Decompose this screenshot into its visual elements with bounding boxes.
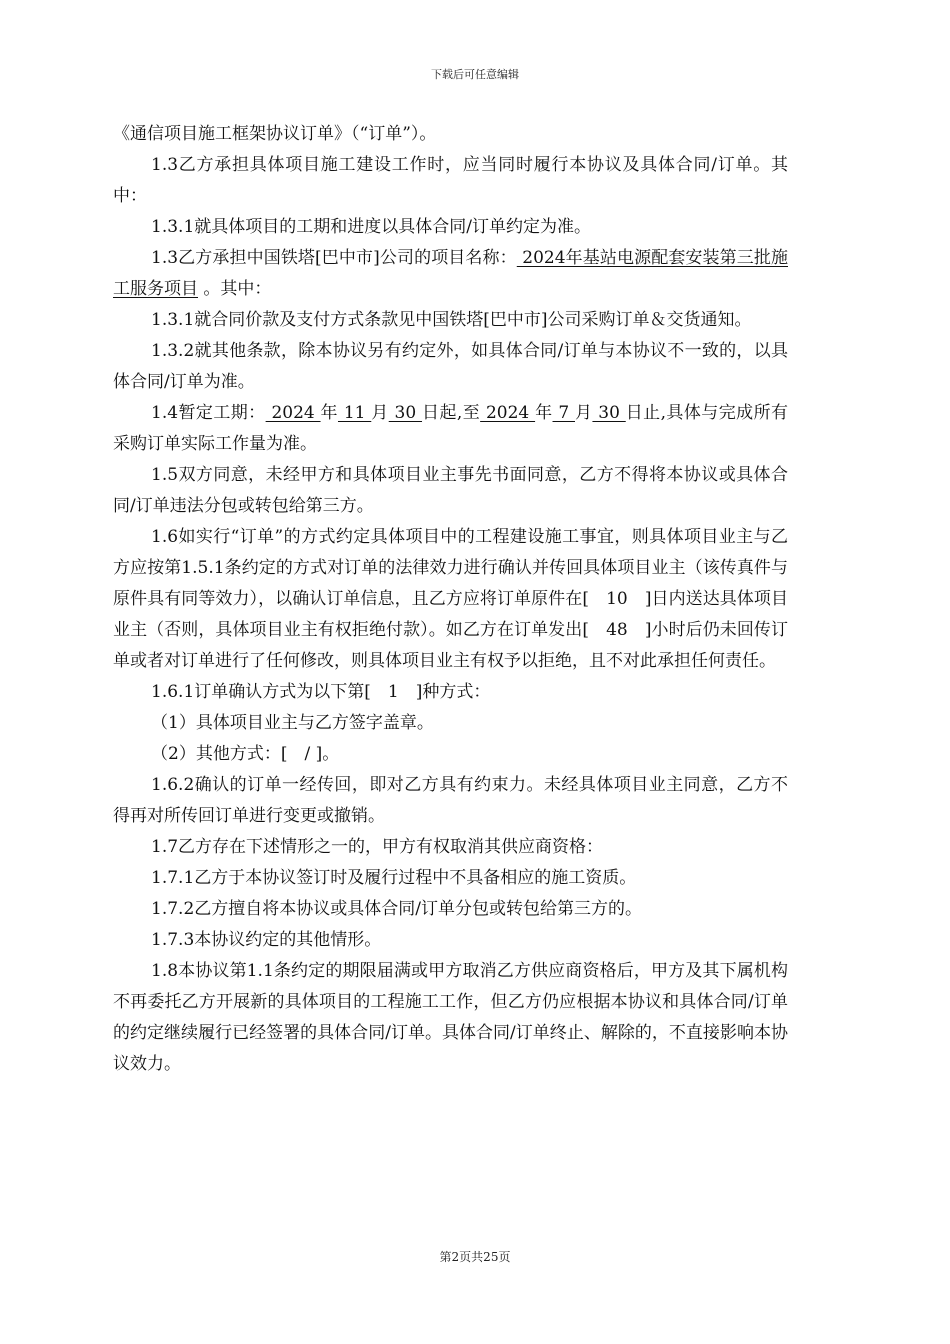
start-day: 30 (388, 403, 423, 423)
header-note: 下载后可任意编辑 (431, 68, 519, 81)
end-month: 7 (552, 403, 575, 423)
document-body (113, 119, 788, 1080)
project-name-suffix: 。其中： (198, 279, 272, 299)
paragraph-order-title: 《通信项目施工框架协议订单》（“订单”）。 (113, 124, 437, 144)
paragraph-method-2: （2）其他方式：[ / ]。 (151, 744, 340, 764)
month-text: 月 (371, 403, 389, 423)
paragraph-tentative-period (113, 398, 788, 460)
end-year: 2024 (480, 403, 536, 423)
paragraph-1-7: 1.7乙方存在下述情形之一的，甲方有权取消其供应商资格： (151, 837, 604, 857)
paragraph-1-5: 1.5双方同意，未经甲方和具体项目业主事先书面同意，乙方不得将本协议或具体合同/订单违法分包或转包给第三方。 (113, 465, 788, 516)
start-month: 11 (337, 403, 372, 423)
period-suffix: 日止,具体与完成所有采购订单实际工作量为准。 (113, 403, 788, 454)
page-number: 第2页共25页 (439, 1250, 511, 1264)
paragraph-other-terms: 1.3.2就其他条款，除本协议另有约定外，如具体合同/订单与本协议不一致的，以具体合同/订单为准。 (113, 341, 788, 392)
project-name-value: 2024年基站电源配套安装第三批施工服务项目 (113, 248, 788, 299)
paragraph-1-7-3: 1.7.3本协议约定的其他情形。 (151, 930, 382, 950)
paragraph-1-6: 1.6如实行“订单”的方式约定具体项目中的工程建设施工事宜，则具体项目业主与乙方应按第1.5.1条约定的方式对订单的法律效力进行确认并传回具体项目业主（该传真件与原件具有同等效力），以确认订单信息，且乙方应将订单原件在[ 10 ]日内送达具体项目业主（否则，具体项目业主有权拒绝付款）。如乙方在订单发出[ 48 ]小时后仍未回传订单或者对订单进行了任何修改，则具体项目业主有权予以拒绝，且不对此承担任何责任。 (113, 527, 788, 671)
month-text-2: 月 (575, 403, 593, 423)
paragraph-method-1: （1）具体项目业主与乙方签字盖章。 (151, 713, 434, 733)
paragraph-1-8: 1.8本协议第1.1条约定的期限届满或甲方取消乙方供应商资格后，甲方及其下属机构不再委托乙方开展新的具体项目的工程施工工作，但乙方仍应根据本协议和具体合同/订单的约定继续履行已经签署的具体合同/订单。具体合同/订单终止、解除的，不直接影响本协议效力。 (113, 961, 788, 1074)
year-text: 年 (320, 403, 338, 423)
period-label: 1.4暂定工期： (151, 403, 266, 423)
paragraph-1-7-1: 1.7.1乙方于本协议签订时及履行过程中不具备相应的施工资质。 (151, 868, 637, 888)
paragraph-project-name (113, 243, 788, 305)
project-name-label: 1.3乙方承担中国铁塔[巴中市]公司的项目名称： (151, 248, 517, 268)
year-text-2: 年 (535, 403, 553, 423)
paragraph-1-3: 1.3乙方承担具体项目施工建设工作时，应当同时履行本协议及具体合同/订单。其中： (113, 155, 788, 206)
end-day: 30 (592, 403, 626, 423)
paragraph-1-6-1: 1.6.1订单确认方式为以下第[ 1 ]种方式： (151, 682, 491, 702)
start-year: 2024 (265, 403, 321, 423)
paragraph-1-7-2: 1.7.2乙方擅自将本协议或具体合同/订单分包或转包给第三方的。 (151, 899, 642, 919)
paragraph-1-6-2: 1.6.2确认的订单一经传回，即对乙方具有约束力。未经具体项目业主同意，乙方不得再对所传回订单进行变更或撤销。 (113, 775, 788, 826)
paragraph-price-payment: 1.3.1就合同价款及支付方式条款见中国铁塔[巴中市]公司采购订单＆交货通知。 (151, 310, 752, 330)
from-to-text: 日起,至 (422, 403, 481, 423)
paragraph-1-3-1: 1.3.1就具体项目的工期和进度以具体合同/订单约定为准。 (151, 217, 591, 237)
